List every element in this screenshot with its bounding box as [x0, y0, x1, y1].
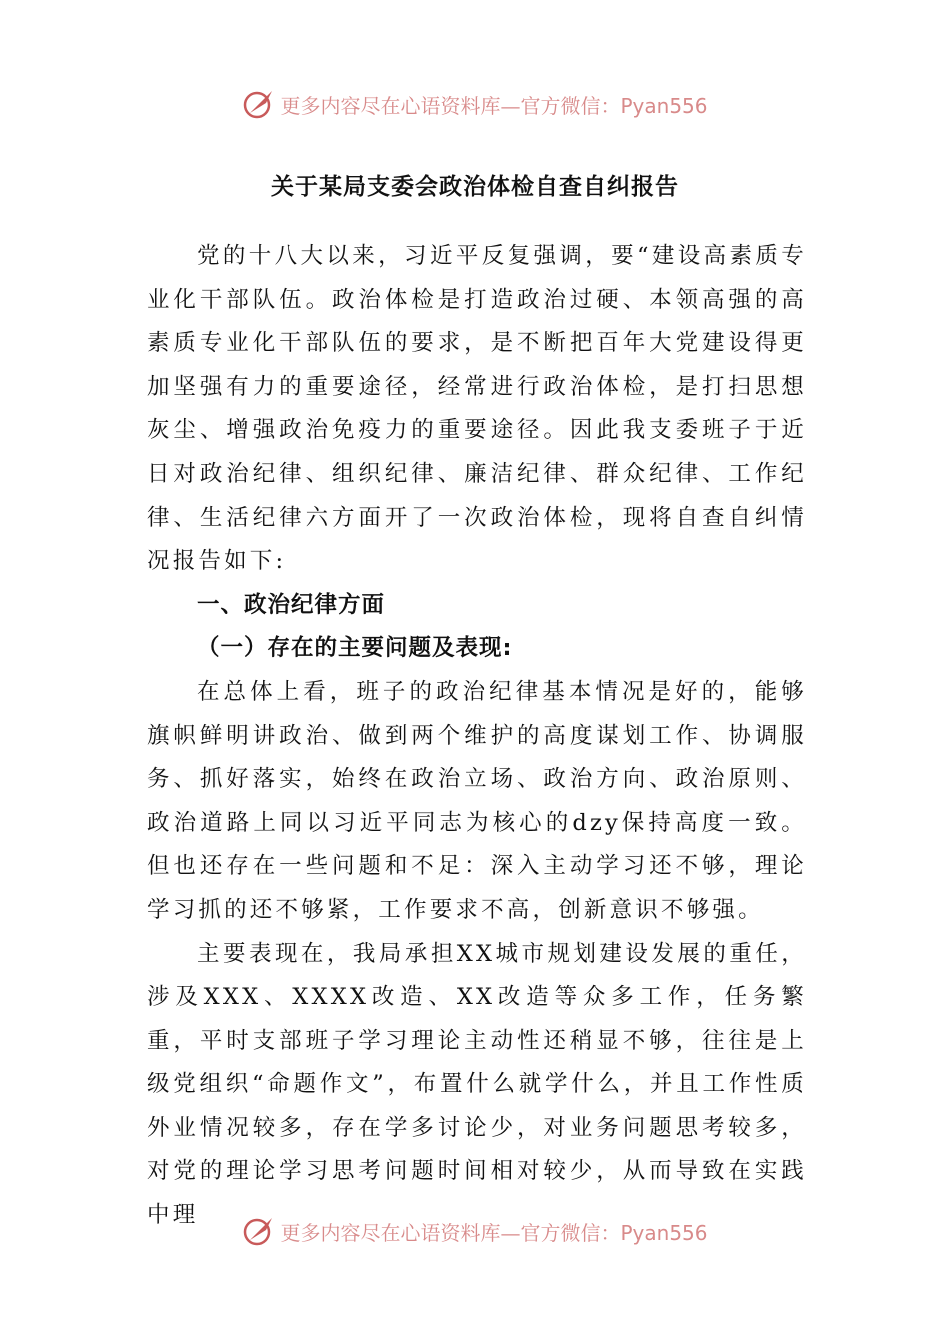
document-body — [147, 235, 807, 1238]
quill-logo-icon — [242, 87, 276, 121]
subsection-heading: （一）存在的主要问题及表现: — [197, 635, 513, 662]
watermark-footer — [0, 1211, 950, 1251]
watermark-header — [0, 84, 950, 124]
watermark-text: 更多内容尽在心语资料库—官方微信：Pyan556 — [280, 93, 708, 118]
paragraph-overview: 在总体上看，班子的政治纪律基本情况是好的，能够旗帜鲜明讲政治、做到两个维护的高度谋划工作、协调服务、抓好落实，始终在政治立场、政治方向、政治原则、政治道路上同以习近平同志为核心的dzy保持高度一致。但也还存在一些问题和不足：深入主动学习还不够，理论学习抓的还不够紧，工作要求不高，创新意识不够强。 — [147, 678, 807, 923]
paragraph-intro: 党的十八大以来，习近平反复强调，要“建设高素质专业化干部队伍。政治体检是打造政治过硬、本领高强的高素质专业化干部队伍的要求，是不断把百年大党建设得更加坚强有力的重要途径，经常进行政治体检，是打扫思想灰尘、增强政治免疫力的重要途径。因此我支委班子于近日对政治纪律、组织纪律、廉洁纪律、群众纪律、工作纪律、生活纪律六方面开了一次政治体检，现将自查自纠情况报告如下: — [147, 243, 807, 575]
quill-logo-icon — [242, 1214, 276, 1248]
section-heading: 一、政治纪律方面 — [197, 591, 386, 618]
document-title: 关于某局支委会政治体检自查自纠报告 — [271, 173, 679, 200]
watermark-text: 更多内容尽在心语资料库—官方微信：Pyan556 — [280, 1220, 708, 1245]
paragraph-details: 主要表现在，我局承担XX城市规划建设发展的重任，涉及XXX、XXXX改造、XX改造等众多工作，任务繁重，平时支部班子学习理论主动性还稍显不够，往往是上级党组织“命题作文”，布置什么就学什么，并且工作性质外业情况较多，存在学多讨论少，对业务问题思考较多，对党的理论学习思考问题时间相对较少，从而导致在实践中理 — [147, 940, 807, 1229]
